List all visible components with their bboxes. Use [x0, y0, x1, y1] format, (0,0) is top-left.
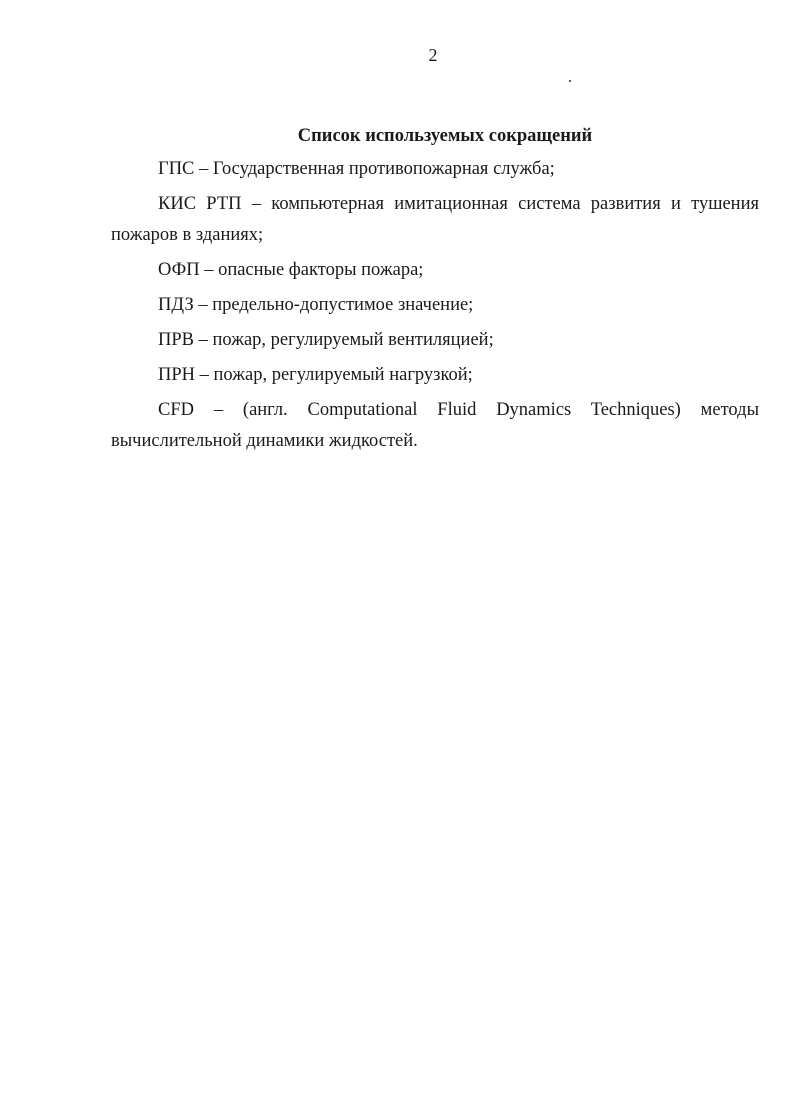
abbreviation-dash: –	[251, 194, 261, 214]
scan-speck	[569, 80, 571, 82]
abbreviation-term: ПДЗ	[158, 295, 194, 315]
abbreviation-entry	[111, 189, 759, 255]
abbreviation-term: КИС РТП	[158, 194, 242, 214]
abbreviation-term: ОФП	[158, 260, 200, 280]
abbreviation-entry	[111, 325, 759, 360]
abbreviation-entry	[111, 360, 759, 395]
abbreviation-definition: (англ. Computational Fluid Dynamics Techniques) методы вычислительной динамики жидкостей.	[111, 400, 759, 451]
abbreviation-entry	[111, 395, 759, 461]
abbreviation-definition: пожар, регулируемый нагрузкой;	[213, 365, 473, 385]
document-body	[111, 121, 759, 461]
abbreviation-dash: –	[213, 400, 224, 420]
abbreviation-dash: –	[199, 159, 209, 179]
abbreviation-entry	[111, 255, 759, 290]
abbreviation-definition: Государственная противопожарная служба;	[212, 159, 555, 179]
abbreviation-definition: предельно-допустимое значение;	[212, 295, 474, 315]
abbreviation-dash: –	[198, 295, 208, 315]
abbreviation-term: CFD	[158, 400, 194, 420]
abbreviation-definition: компьютерная имитационная система развития и тушения пожаров в зданиях;	[111, 194, 759, 245]
abbreviation-term: ГПС	[158, 159, 195, 179]
abbreviation-term: ПРН	[158, 365, 196, 385]
abbreviation-dash: –	[199, 365, 209, 385]
abbreviation-definition: пожар, регулируемый вентиляцией;	[212, 330, 494, 350]
abbreviation-entry	[111, 154, 759, 189]
abbreviation-definition: опасные факторы пожара;	[218, 260, 424, 280]
abbreviation-dash: –	[204, 260, 214, 280]
abbreviation-dash: –	[198, 330, 208, 350]
page-title: Список используемых сокращений	[297, 126, 593, 146]
abbreviation-term: ПРВ	[158, 330, 194, 350]
abbreviation-entry	[111, 290, 759, 325]
page-number: 2	[428, 45, 438, 65]
